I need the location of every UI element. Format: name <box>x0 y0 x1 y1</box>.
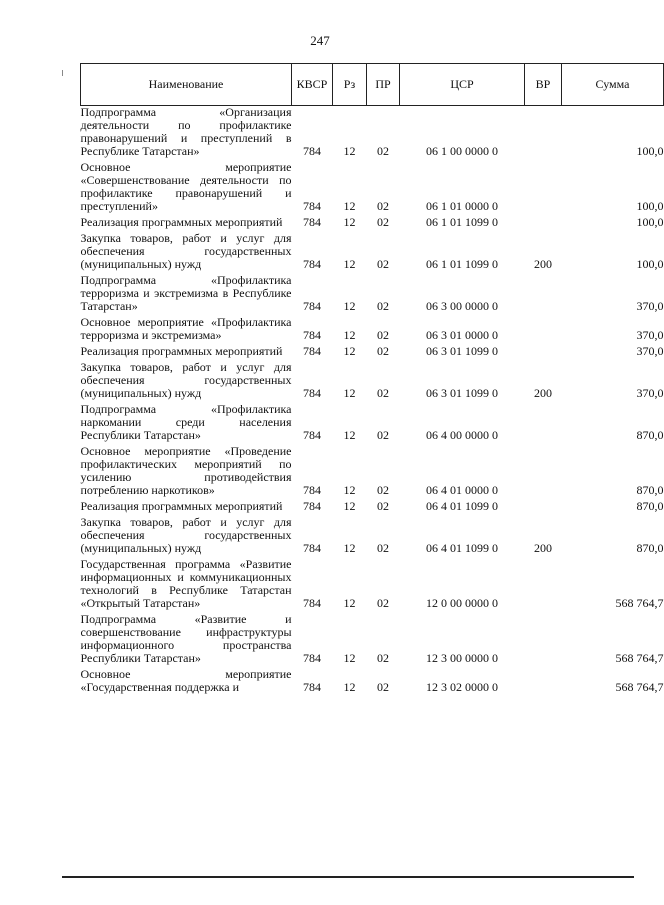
cell-rz: 12 <box>343 144 356 158</box>
cell-vr <box>525 274 562 316</box>
table-row <box>81 403 664 445</box>
cell-kvsr: 784 <box>303 651 321 665</box>
cell-name: Реализация программных мероприятий <box>80 344 283 358</box>
cell-rz: 12 <box>343 328 356 342</box>
col-header-vr: ВР <box>525 64 562 106</box>
cell-vr <box>525 558 562 613</box>
cell-csr: 06 3 01 1099 0 <box>426 344 498 358</box>
cell-sum: 370,0 <box>636 344 664 358</box>
table-row <box>81 361 664 403</box>
page-number: 247 <box>310 33 330 48</box>
cell-csr: 06 3 01 0000 0 <box>426 328 498 342</box>
cell-sum: 370,0 <box>636 386 664 400</box>
cell-csr: 06 4 01 0000 0 <box>426 483 498 497</box>
cell-name: Основное мероприятие «Проведение профилактических мероприятий по усилению противодействия потреблению наркотиков» <box>80 444 292 497</box>
cell-name: Основное мероприятие «Совершенствование деятельности по профилактике правонарушений и преступлений» <box>80 160 292 213</box>
cell-rz: 12 <box>343 386 356 400</box>
cell-name: Государственная программа «Развитие информационных и коммуникационных технологий в Республике Татарстан «Открытый Татарстан» <box>80 557 292 610</box>
cell-pr: 02 <box>377 199 389 213</box>
cell-pr: 02 <box>377 299 389 313</box>
cell-csr: 06 4 01 1099 0 <box>426 541 498 555</box>
cell-csr: 06 1 01 1099 0 <box>426 215 498 229</box>
cell-vr <box>525 316 562 345</box>
table-row <box>81 558 664 613</box>
cell-vr <box>525 613 562 668</box>
cell-sum: 370,0 <box>636 328 664 342</box>
cell-csr: 06 1 01 1099 0 <box>426 257 498 271</box>
cell-pr: 02 <box>377 541 389 555</box>
col-header-pr: ПР <box>367 64 400 106</box>
cell-name: Закупка товаров, работ и услуг для обеспечения государственных (муниципальных) нужд <box>80 360 292 400</box>
table-row <box>81 274 664 316</box>
cell-kvsr: 784 <box>303 541 321 555</box>
cell-kvsr: 784 <box>303 257 321 271</box>
budget-table <box>80 63 664 697</box>
cell-rz: 12 <box>343 257 356 271</box>
cell-name: Подпрограмма «Развитие и совершенствование инфраструктуры информационного пространства Республики Татарстан» <box>80 612 292 665</box>
cell-vr <box>525 216 562 232</box>
cell-csr: 06 1 01 0000 0 <box>426 199 498 213</box>
cell-pr: 02 <box>377 215 389 229</box>
cell-name: Реализация программных мероприятий <box>80 499 283 513</box>
cell-name: Подпрограмма «Профилактика наркомании среди населения Республики Татарстан» <box>80 402 292 442</box>
cell-pr: 02 <box>377 428 389 442</box>
cell-csr: 06 1 00 0000 0 <box>426 144 498 158</box>
table-row <box>81 161 664 216</box>
cell-rz: 12 <box>343 680 356 694</box>
table-body <box>81 106 664 698</box>
cell-vr <box>525 161 562 216</box>
cell-sum: 870,0 <box>636 541 664 555</box>
cell-rz: 12 <box>343 344 356 358</box>
cell-pr: 02 <box>377 344 389 358</box>
cell-kvsr: 784 <box>303 299 321 313</box>
table-row <box>81 613 664 668</box>
cell-rz: 12 <box>343 596 356 610</box>
cell-name: Реализация программных мероприятий <box>80 215 283 229</box>
table-row <box>81 106 664 162</box>
cell-vr: 200 <box>534 257 552 271</box>
col-header-csr: ЦСР <box>400 64 525 106</box>
table-row <box>81 516 664 558</box>
table-row <box>81 668 664 697</box>
cell-pr: 02 <box>377 651 389 665</box>
cell-pr: 02 <box>377 257 389 271</box>
cell-kvsr: 784 <box>303 483 321 497</box>
table-row <box>81 316 664 345</box>
cell-kvsr: 784 <box>303 199 321 213</box>
cell-pr: 02 <box>377 144 389 158</box>
col-header-sum: Сумма <box>562 64 664 106</box>
cell-vr <box>525 500 562 516</box>
cell-rz: 12 <box>343 499 356 513</box>
cell-kvsr: 784 <box>303 596 321 610</box>
cell-kvsr: 784 <box>303 215 321 229</box>
cell-rz: 12 <box>343 651 356 665</box>
cell-rz: 12 <box>343 483 356 497</box>
cell-sum: 870,0 <box>636 499 664 513</box>
cell-kvsr: 784 <box>303 386 321 400</box>
cell-csr: 12 3 02 0000 0 <box>426 680 498 694</box>
cell-csr: 06 3 01 1099 0 <box>426 386 498 400</box>
table-row <box>81 345 664 361</box>
cell-name: Основное мероприятие «Профилактика терроризма и экстремизма» <box>80 315 292 342</box>
cell-pr: 02 <box>377 328 389 342</box>
cell-sum: 100,0 <box>636 257 664 271</box>
page-bottom-rule <box>62 876 634 878</box>
cell-sum: 100,0 <box>636 144 664 158</box>
cell-sum: 568 764,7 <box>615 651 664 665</box>
cell-vr <box>525 106 562 162</box>
cell-rz: 12 <box>343 541 356 555</box>
cell-rz: 12 <box>343 299 356 313</box>
table-row <box>81 216 664 232</box>
table-header-row <box>81 64 664 106</box>
cell-rz: 12 <box>343 428 356 442</box>
cell-csr: 06 4 00 0000 0 <box>426 428 498 442</box>
cell-sum: 870,0 <box>636 428 664 442</box>
cell-csr: 06 3 00 0000 0 <box>426 299 498 313</box>
col-header-kvsr: КВСР <box>292 64 333 106</box>
cell-vr: 200 <box>534 541 552 555</box>
cell-name: Подпрограмма «Профилактика терроризма и экстремизма в Республике Татарстан» <box>80 273 292 313</box>
cell-name: Закупка товаров, работ и услуг для обеспечения государственных (муниципальных) нужд <box>80 231 292 271</box>
cell-kvsr: 784 <box>303 144 321 158</box>
cell-pr: 02 <box>377 386 389 400</box>
table-row <box>81 232 664 274</box>
cell-sum: 568 764,7 <box>615 680 664 694</box>
cell-vr: 200 <box>534 386 552 400</box>
cell-kvsr: 784 <box>303 428 321 442</box>
cell-sum: 100,0 <box>636 215 664 229</box>
cell-name: Основное мероприятие «Государственная поддержка и <box>80 667 292 694</box>
cell-vr <box>525 445 562 500</box>
cell-sum: 100,0 <box>636 199 664 213</box>
cell-csr: 12 0 00 0000 0 <box>426 596 498 610</box>
cell-rz: 12 <box>343 199 356 213</box>
cell-pr: 02 <box>377 499 389 513</box>
cell-vr <box>525 668 562 697</box>
cell-sum: 370,0 <box>636 299 664 313</box>
cell-pr: 02 <box>377 680 389 694</box>
col-header-name: Наименование <box>81 64 292 106</box>
cell-name: Закупка товаров, работ и услуг для обеспечения государственных (муниципальных) нужд <box>80 515 292 555</box>
cell-pr: 02 <box>377 596 389 610</box>
cell-kvsr: 784 <box>303 680 321 694</box>
cell-name: Подпрограмма «Организация деятельности по профилактике правонарушений и преступлений в Республике Татарстан» <box>80 105 292 158</box>
cell-vr <box>525 345 562 361</box>
cell-sum: 870,0 <box>636 483 664 497</box>
cell-pr: 02 <box>377 483 389 497</box>
cell-kvsr: 784 <box>303 344 321 358</box>
cell-kvsr: 784 <box>303 328 321 342</box>
table-row <box>81 500 664 516</box>
col-header-rz: Рз <box>333 64 367 106</box>
cell-csr: 06 4 01 1099 0 <box>426 499 498 513</box>
cell-kvsr: 784 <box>303 499 321 513</box>
cell-vr <box>525 403 562 445</box>
cell-sum: 568 764,7 <box>615 596 664 610</box>
table-row <box>81 445 664 500</box>
cell-rz: 12 <box>343 215 356 229</box>
cell-csr: 12 3 00 0000 0 <box>426 651 498 665</box>
margin-mark <box>62 70 63 76</box>
